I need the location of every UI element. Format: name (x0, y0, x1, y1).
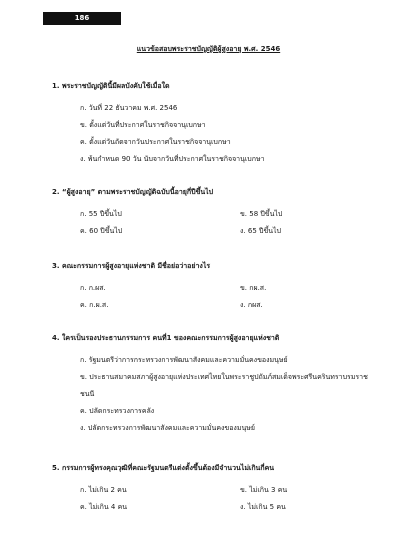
option-c[interactable]: ค. 60 ปีขึ้นไป (80, 227, 123, 235)
option-a[interactable]: ก. วันที่ 22 ธันวาคม พ.ศ. 2546 (80, 104, 178, 112)
option-c[interactable]: ค. ก.ผ.ส. (80, 301, 109, 309)
document-title: แนวข้อสอบพระราชบัญญัติผู้สูงอายุ พ.ศ. 2546 (136, 45, 281, 53)
option-b[interactable]: ข. ไม่เกิน 3 คน (240, 486, 288, 494)
option-a[interactable]: ก. รัฐมนตรีว่าการกระทรวงการพัฒนาสังคมและความมั่นคงของมนุษย์ (80, 356, 288, 364)
option-d[interactable]: ง. พ้นกำหนด 90 วัน นับจากวันที่ประกาศในราชกิจจานุเบกษา (80, 155, 265, 163)
question-2 (52, 187, 382, 240)
question-title: 5. กรรมการผู้ทรงคุณวุฒิที่คณะรัฐมนตรีแต่งตั้งขึ้นต้องมีจำนวนไม่เกินกี่คน (52, 464, 275, 472)
option-b[interactable]: ข. ประธานสมาคมสภาผู้สูงอายุแห่งประเทศไทยในพระราชูปถัมภ์สมเด็จพระศรีนครินทราบรมราชชนนี (80, 373, 368, 398)
question-title: 1. พระราชบัญญัตินี้มีผลบังคับใช้เมื่อใด (52, 82, 170, 90)
question-5 (52, 463, 382, 516)
question-3 (52, 261, 382, 314)
option-b[interactable]: ข. ตั้งแต่วันที่ประกาศในราชกิจจานุเบกษา (80, 121, 206, 129)
option-a[interactable]: ก. ก.ผส. (80, 284, 106, 292)
option-c[interactable]: ค. ไม่เกิน 4 คน (80, 503, 128, 511)
question-1 (52, 81, 382, 168)
question-title: 2. “ผู้สูงอายุ” ตามพระราชบัญญัติฉบับนี้อายุกี่ปีขึ้นไป (52, 188, 214, 196)
option-b[interactable]: ข. 58 ปีขึ้นไป (240, 210, 283, 218)
option-d[interactable]: ง. 65 ปีขึ้นไป (240, 227, 281, 235)
option-c[interactable]: ค. ปลัดกระทรวงการคลัง (80, 407, 155, 415)
option-d[interactable]: ง. ปลัดกระทรวงการพัฒนาสังคมและความมั่นคงของมนุษย์ (80, 424, 255, 432)
option-d[interactable]: ง. กผส. (240, 301, 263, 309)
page-number-badge: 186 (43, 12, 121, 25)
option-b[interactable]: ข. กผ.ส. (240, 284, 267, 292)
option-a[interactable]: ก. ไม่เกิน 2 คน (80, 486, 127, 494)
question-title: 3. คณะกรรมการผู้สูงอายุแห่งชาติ มีชื่อย่อว่าอย่างไร (52, 262, 211, 270)
option-d[interactable]: ง. ไม่เกิน 5 คน (240, 503, 286, 511)
question-4 (52, 333, 382, 437)
option-c[interactable]: ค. ตั้งแต่วันถัดจากวันประกาศในราชกิจจานุเบกษา (80, 138, 231, 146)
question-title: 4. ใครเป็นรองประธานกรรมการ คนที่1 ของคณะกรรมการผู้สูงอายุแห่งชาติ (52, 334, 280, 342)
option-a[interactable]: ก. 55 ปีขึ้นไป (80, 210, 122, 218)
